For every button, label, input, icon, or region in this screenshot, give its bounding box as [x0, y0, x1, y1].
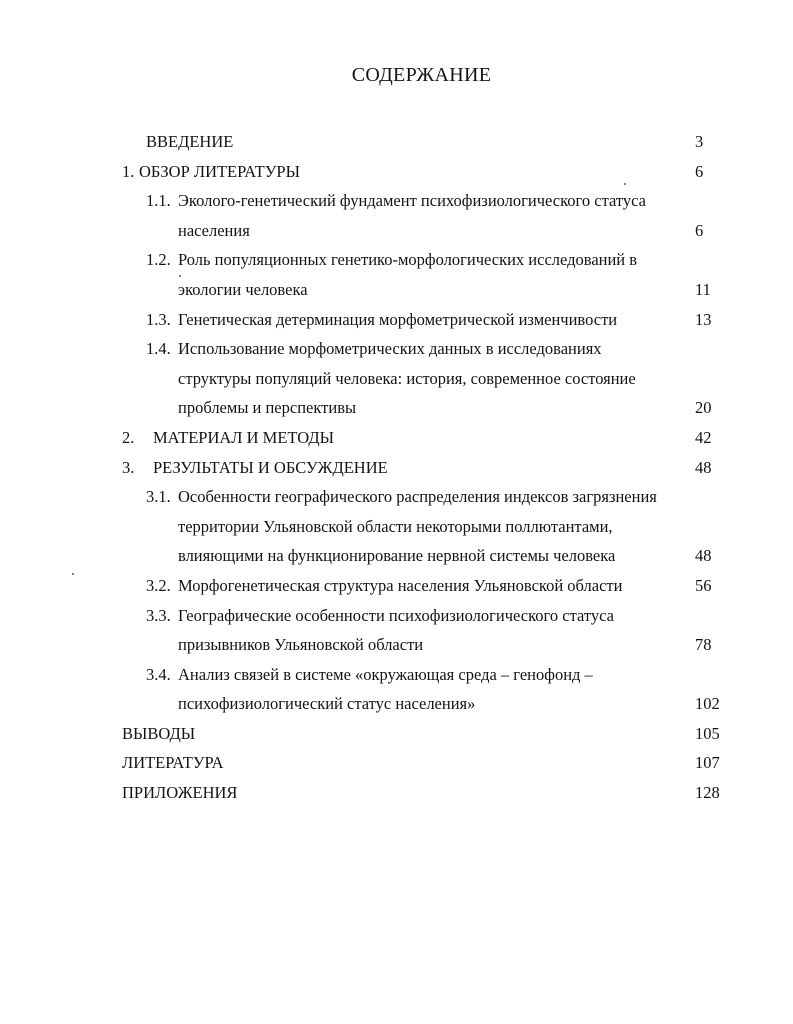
toc-entry-line	[0, 393, 793, 423]
toc-entry-line	[0, 630, 793, 660]
toc-entry-line	[0, 334, 793, 364]
toc-entry-page-number: 107	[695, 753, 720, 773]
scan-speck	[624, 183, 626, 185]
toc-entry-page-number: 3	[695, 132, 704, 151]
toc-entry-line	[0, 453, 793, 483]
toc-entry-number: 1.2.	[146, 250, 171, 270]
toc-entry-number: 1.1.	[146, 191, 171, 211]
scan-speck	[179, 275, 181, 277]
toc-entry-number: 3.3.	[146, 605, 171, 625]
toc-entry-line	[0, 689, 793, 719]
toc-entry-number: 1.	[122, 161, 135, 181]
toc-entry-title: МАТЕРИАЛ И МЕТОДЫ	[153, 427, 335, 447]
toc-entry-title: структуры популяций человека: история, современное состояние	[178, 368, 636, 388]
toc-entry-page-number: 6	[695, 220, 704, 240]
toc-entry-line	[0, 541, 793, 571]
toc-entry-title: ВВЕДЕНИЕ	[146, 132, 234, 151]
toc-entry-title: влияющими на функционирование нервной системы человека	[178, 546, 616, 566]
toc-entry-line	[0, 245, 793, 275]
toc-entry-number: 1.3.	[146, 309, 171, 329]
toc-entry-number: 1.4.	[146, 339, 171, 359]
toc-entry-number: 2.	[122, 427, 135, 447]
toc-entry-page-number: 105	[695, 723, 720, 743]
toc-entry-title: ПРИЛОЖЕНИЯ	[122, 783, 238, 803]
toc-entry-line	[0, 512, 793, 542]
scan-speck	[72, 573, 74, 575]
toc-entry-page-number: 48	[695, 457, 712, 477]
toc-entry-page-number: 6	[695, 161, 704, 181]
toc-entry-line	[0, 601, 793, 631]
toc-entry-title: населения	[178, 220, 250, 240]
toc-entry-line	[0, 482, 793, 512]
toc-entry-title: призывников Ульяновской области	[178, 635, 424, 655]
toc-entry-title: Использование морфометрических данных в исследованиях	[178, 339, 602, 359]
toc-entry-page-number: 128	[695, 783, 720, 803]
toc-entry-title: ОБЗОР ЛИТЕРАТУРЫ	[139, 161, 300, 181]
toc-entry-line	[0, 660, 793, 690]
toc-entry-title: экологии человека	[178, 279, 308, 299]
table-of-contents	[0, 127, 793, 808]
toc-entry-line	[0, 778, 793, 808]
toc-entry-number: 3.	[122, 457, 135, 477]
toc-entry-title: Генетическая детерминация морфометрической изменчивости	[178, 309, 618, 329]
toc-entry-title: ЛИТЕРАТУРА	[122, 753, 224, 773]
toc-entry-line	[0, 364, 793, 394]
page-title: СОДЕРЖАНИЕ	[351, 64, 492, 86]
toc-entry-title: Особенности географического распределения индексов загрязнения	[178, 487, 657, 507]
toc-entry-title: проблемы и перспективы	[178, 398, 357, 418]
toc-entry-title: ВЫВОДЫ	[122, 723, 196, 743]
toc-entry-line	[0, 305, 793, 335]
toc-entry-number: 3.1.	[146, 487, 171, 507]
toc-entry-line	[0, 571, 793, 601]
toc-entry-page-number: 102	[695, 694, 720, 714]
toc-entry-page-number: 11	[695, 279, 711, 299]
toc-entry-line	[0, 748, 793, 778]
toc-entry-title: РЕЗУЛЬТАТЫ И ОБСУЖДЕНИЕ	[153, 457, 388, 477]
toc-entry-page-number: 20	[695, 398, 712, 418]
toc-entry-title: Эколого-генетический фундамент психофизиологического статуса	[178, 191, 647, 211]
toc-entry-number: 3.4.	[146, 664, 171, 684]
toc-entry-title: Роль популяционных генетико-морфологических исследований в	[178, 250, 638, 270]
toc-entry-page-number: 42	[695, 427, 712, 447]
toc-entry-page-number: 48	[695, 546, 712, 566]
toc-entry-page-number: 13	[695, 309, 712, 329]
toc-entry-line	[0, 216, 793, 246]
toc-entry-line	[0, 186, 793, 216]
toc-entry-title: Морфогенетическая структура населения Ульяновской области	[178, 575, 623, 595]
toc-entry-line	[0, 127, 793, 157]
toc-entry-number: 3.2.	[146, 575, 171, 595]
toc-entry-title: психофизиологический статус населения»	[178, 694, 476, 714]
toc-entry-title: Географические особенности психофизиологического статуса	[178, 605, 614, 625]
toc-entry-line	[0, 275, 793, 305]
toc-entry-line	[0, 423, 793, 453]
toc-entry-line	[0, 157, 793, 187]
toc-entry-page-number: 56	[695, 575, 712, 595]
toc-entry-title: Анализ связей в системе «окружающая среда – генофонд –	[178, 664, 593, 684]
toc-entry-title: территории Ульяновской области некоторыми поллютантами,	[178, 516, 613, 536]
toc-entry-page-number: 78	[695, 635, 712, 655]
toc-entry-line	[0, 719, 793, 749]
